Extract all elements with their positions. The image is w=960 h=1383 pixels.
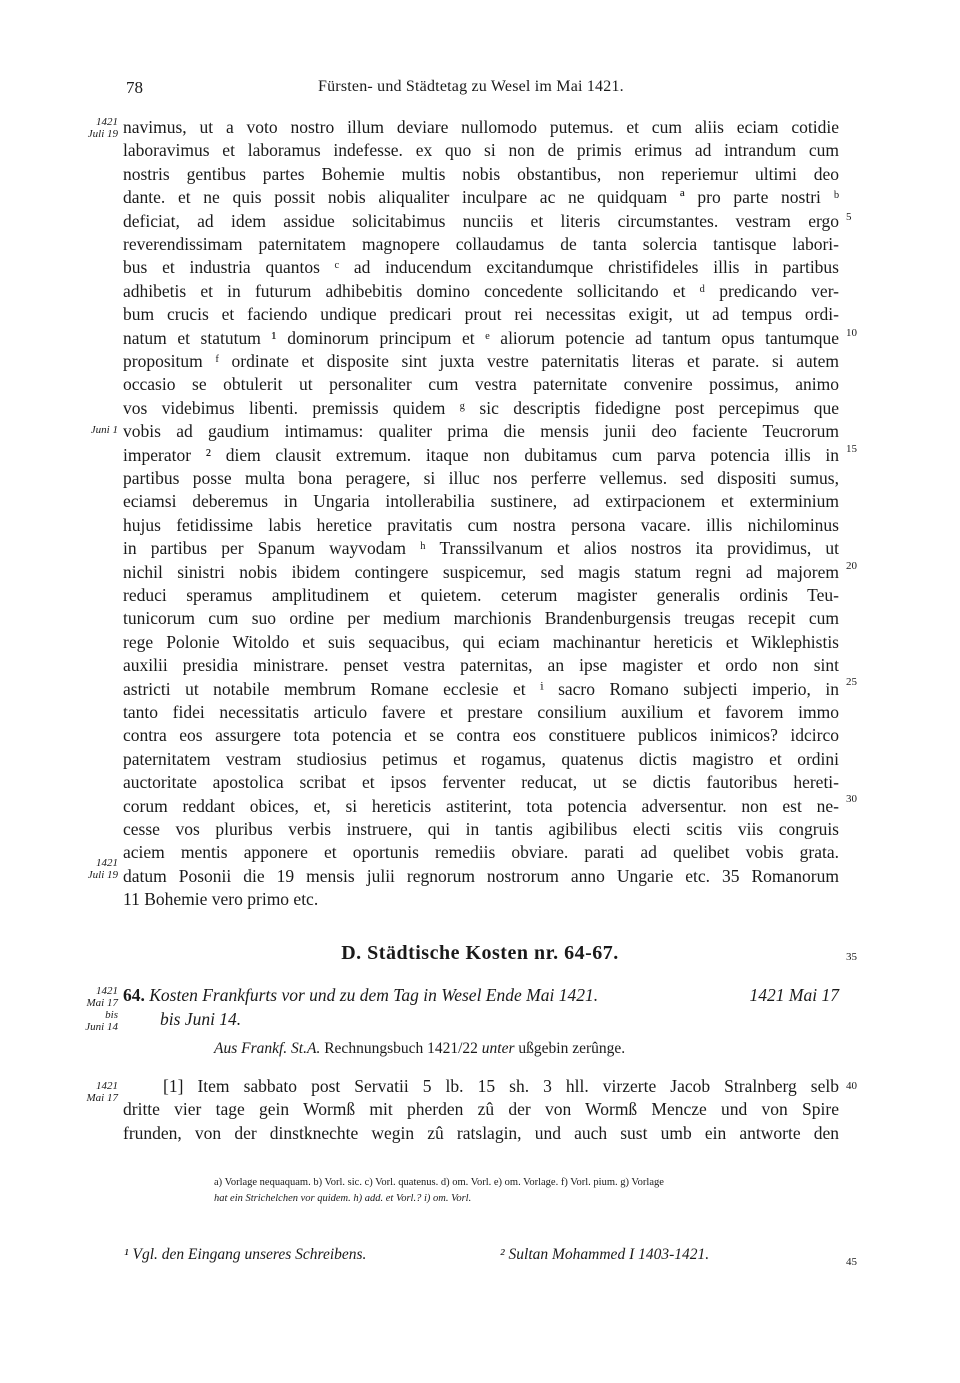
margin-date-text: 1421 Juli 19 [87,857,118,881]
entry-line: [1] Item sabbato post Servatii 5 lb. 15 sh. 3 hll. virzerte Jacob Stralnberg selb [163,1076,839,1096]
text-line: auxilii presidia ministrare. penset vestra paternitas, an ipse magister et ordo non sint [123,655,839,676]
text-line: aciem mentis apponere et oportunis remediis obviare. parati ad quelibet vobis grata. [123,842,839,863]
entry-line: frunden, von der dinstknechte wegin zû ratslagin, und auch sust umb ein antworte den [123,1122,839,1143]
line-number: 20 [846,560,857,572]
text-line: reduci speramus amplitudinem et quietem. ceterum magister generalis ordinis Teu- [123,585,839,605]
margin-date-text: 1421 Mai 17 bis Juni 14 [85,985,118,1033]
text-line: hujus fetidissime labis heretice pravitatis cum nostra persona vacare. illis nichilominus [123,514,839,535]
text-line: in partibus per Spanum wayvodam ʰ Transsilvanum et alios nostros ita providimus, ut [123,538,839,559]
text-line: bus et industria quantos ᶜ ad inducendum excitandumque christifideles illis in partibus [123,257,839,278]
margin-date [60,985,118,1033]
text-line: bum crucis et faciendo undique predicari prout rei necessitas exigit, ut ad tempus ordi- [123,304,839,325]
text-line: dante. et ne quis possit nobis aliqualiter inculpare ac ne quidquam ª pro parte nostri ᵇ [123,187,839,208]
source-archive: Aus Frankf. St.A. [214,1040,321,1057]
margin-date-text: 1421 Juli 19 [87,116,118,140]
line-number: 5 [846,211,852,223]
line-number: 30 [846,793,857,805]
text-line: tunicorum cum suo ordine per medium marchionis Brandenburgensis treugas recepit cum [123,608,839,629]
text-line: astricti ut notabile membrum Romane ecclesie et ⁱ sacro Romano subjecti imperio, in [123,678,839,699]
text-line: natum et statutum ¹ dominorum principum et ᵉ aliorum potencie ad tantum opus tantumque [123,327,839,348]
text-line: nostris gentibus partes Bohemie multis nobis obstantibus, non reperiemur ultimi deo [123,163,839,184]
margin-date [60,857,118,881]
section-heading: D. Städtische Kosten nr. 64-67. [341,942,619,964]
apparatus-line: a) Vorlage nequaquam. b) Vorl. sic. c) Vorl. quatenus. d) om. Vorl. e) om. Vorlage. f) Vorl. pium. g) Vorlage [214,1177,664,1188]
margin-date [60,116,118,140]
text-line: nichil sinistri nobis ibidem contingere suspicemur, sed magis statum regni ad majorem [123,561,839,582]
apparatus-line: hat ein Strichelchen vor quidem. h) add. et Vorl.? i) om. Vorl. [214,1193,472,1204]
text-line: auctoritate apostolica scribat et ipsos ferventer reducat, ut se dictis fautoribus hereti- [123,772,839,793]
item-number: 64. [123,985,145,1005]
running-title: Fürsten- und Städtetag zu Wesel im Mai 1421. [318,78,624,95]
text-line: cesse vos pluribus verbis instruere, qui in tantis agibilibus electi scitis viis congruis [123,819,839,839]
text-line: eciamsi deberemus in Ungaria intollerabilia sustinere, ad extirpacionem et exterminium [123,491,839,512]
source-book: Rechnungsbuch 1421/22 [324,1040,478,1057]
line-number: 35 [846,951,857,963]
text-line: propositum ᶠ ordinate et disposite sint juxta vestre paternitatis literas et parate. si autem [123,351,839,371]
text-line: corum reddant obices, et, si hereticis astiterint, tota potencia adversentur. non est ne- [123,795,839,816]
margin-date [60,1080,118,1104]
line-number: 40 [846,1080,857,1092]
text-line: occasio se obtulerit ut personaliter cum vestra paternitate convenire possimus, animo [123,374,839,395]
text-line: vobis ad gaudium intimamus: qualiter prima die mensis junii deo faciente Teucrorum [123,421,839,442]
line-number: 25 [846,676,857,688]
margin-date [60,424,118,436]
item-title-left [123,983,598,1007]
text-line: partibus posse multa bona peragere, si illuc nos perferre vellemus. sed dispositi sumus, [123,468,839,488]
margin-date-text: 1421 Mai 17 [86,1080,118,1104]
source-under: unter [481,1040,515,1057]
footnote-2: ² Sultan Mohammed I 1403-1421. [500,1246,710,1263]
critical-apparatus [214,1175,834,1207]
source-heading: ußgebin zerûnge. [518,1040,626,1057]
text-line: deficiat, ad idem assidue solicitabimus nunciis et literis circumstantes. vestram ergo [123,210,839,231]
text-line: adhibetis et in futurum adhibebitis domino concedente sollicitando et ᵈ predicando ver- [123,280,839,301]
text-line: tanto fidei necessitatis articulo favere et prestare consilium auxilium et favorem immo [123,702,839,722]
text-line: rege Polonie Witoldo et suis sequacibus, qui eciam machinantur hereticis et Wiklephistis [123,631,839,652]
text-line: paternitatem vestram studiosius petimus et rogamus, quatenus dictis magistro et ordini [123,748,839,769]
text-line: datum Posonii die 19 mensis julii regnorum nostrorum anno Ungarie etc. 35 Romanorum [123,865,839,886]
item-date: 1421 Mai 17 [749,985,839,1005]
item-title-cont: bis Juni 14. [160,1009,242,1029]
page-number: 78 [126,78,143,97]
text-line: 11 Bohemie vero primo etc. [123,889,319,910]
source-line [214,1040,625,1058]
text-line: vos videbimus libenti. premissis quidem ᵍ sic descriptis fidedigne post percepimus que [123,397,839,418]
text-line: laboravimus et laboramus indefesse. ex quo si non de primis erimus ad intrandum cum [123,140,839,161]
footnote-1: ¹ Vgl. den Eingang unseres Schreibens. [124,1246,367,1263]
item-title-text: Kosten Frankfurts vor und zu dem Tag in Wesel Ende Mai 1421. [149,985,599,1005]
margin-date-text: Juni 1 [90,424,118,436]
line-number: 45 [846,1256,857,1268]
text-line: navimus, ut a voto nostro illum deviare nullomodo putemus. et cum aliis eciam cotidie [123,117,839,137]
text-line: contra eos assurgere tota potencia et se contra eos constituere publicos inimicos? idcirco [123,725,839,746]
entry-line: dritte vier tage gein Wormß mit pherden zû der von Wormß Mencze und von Spire [123,1099,839,1120]
line-number: 15 [846,443,857,455]
text-line: reverendissimam paternitatem magnopere collaudamus de tanta solercia tantisque labori- [123,234,839,254]
text-line: imperator ² diem clausit extremum. itaque non dubitamus cum parva potencia illis in [123,444,839,465]
item-title-row [123,983,839,1007]
line-number: 10 [846,327,857,339]
item-title [123,983,839,1031]
